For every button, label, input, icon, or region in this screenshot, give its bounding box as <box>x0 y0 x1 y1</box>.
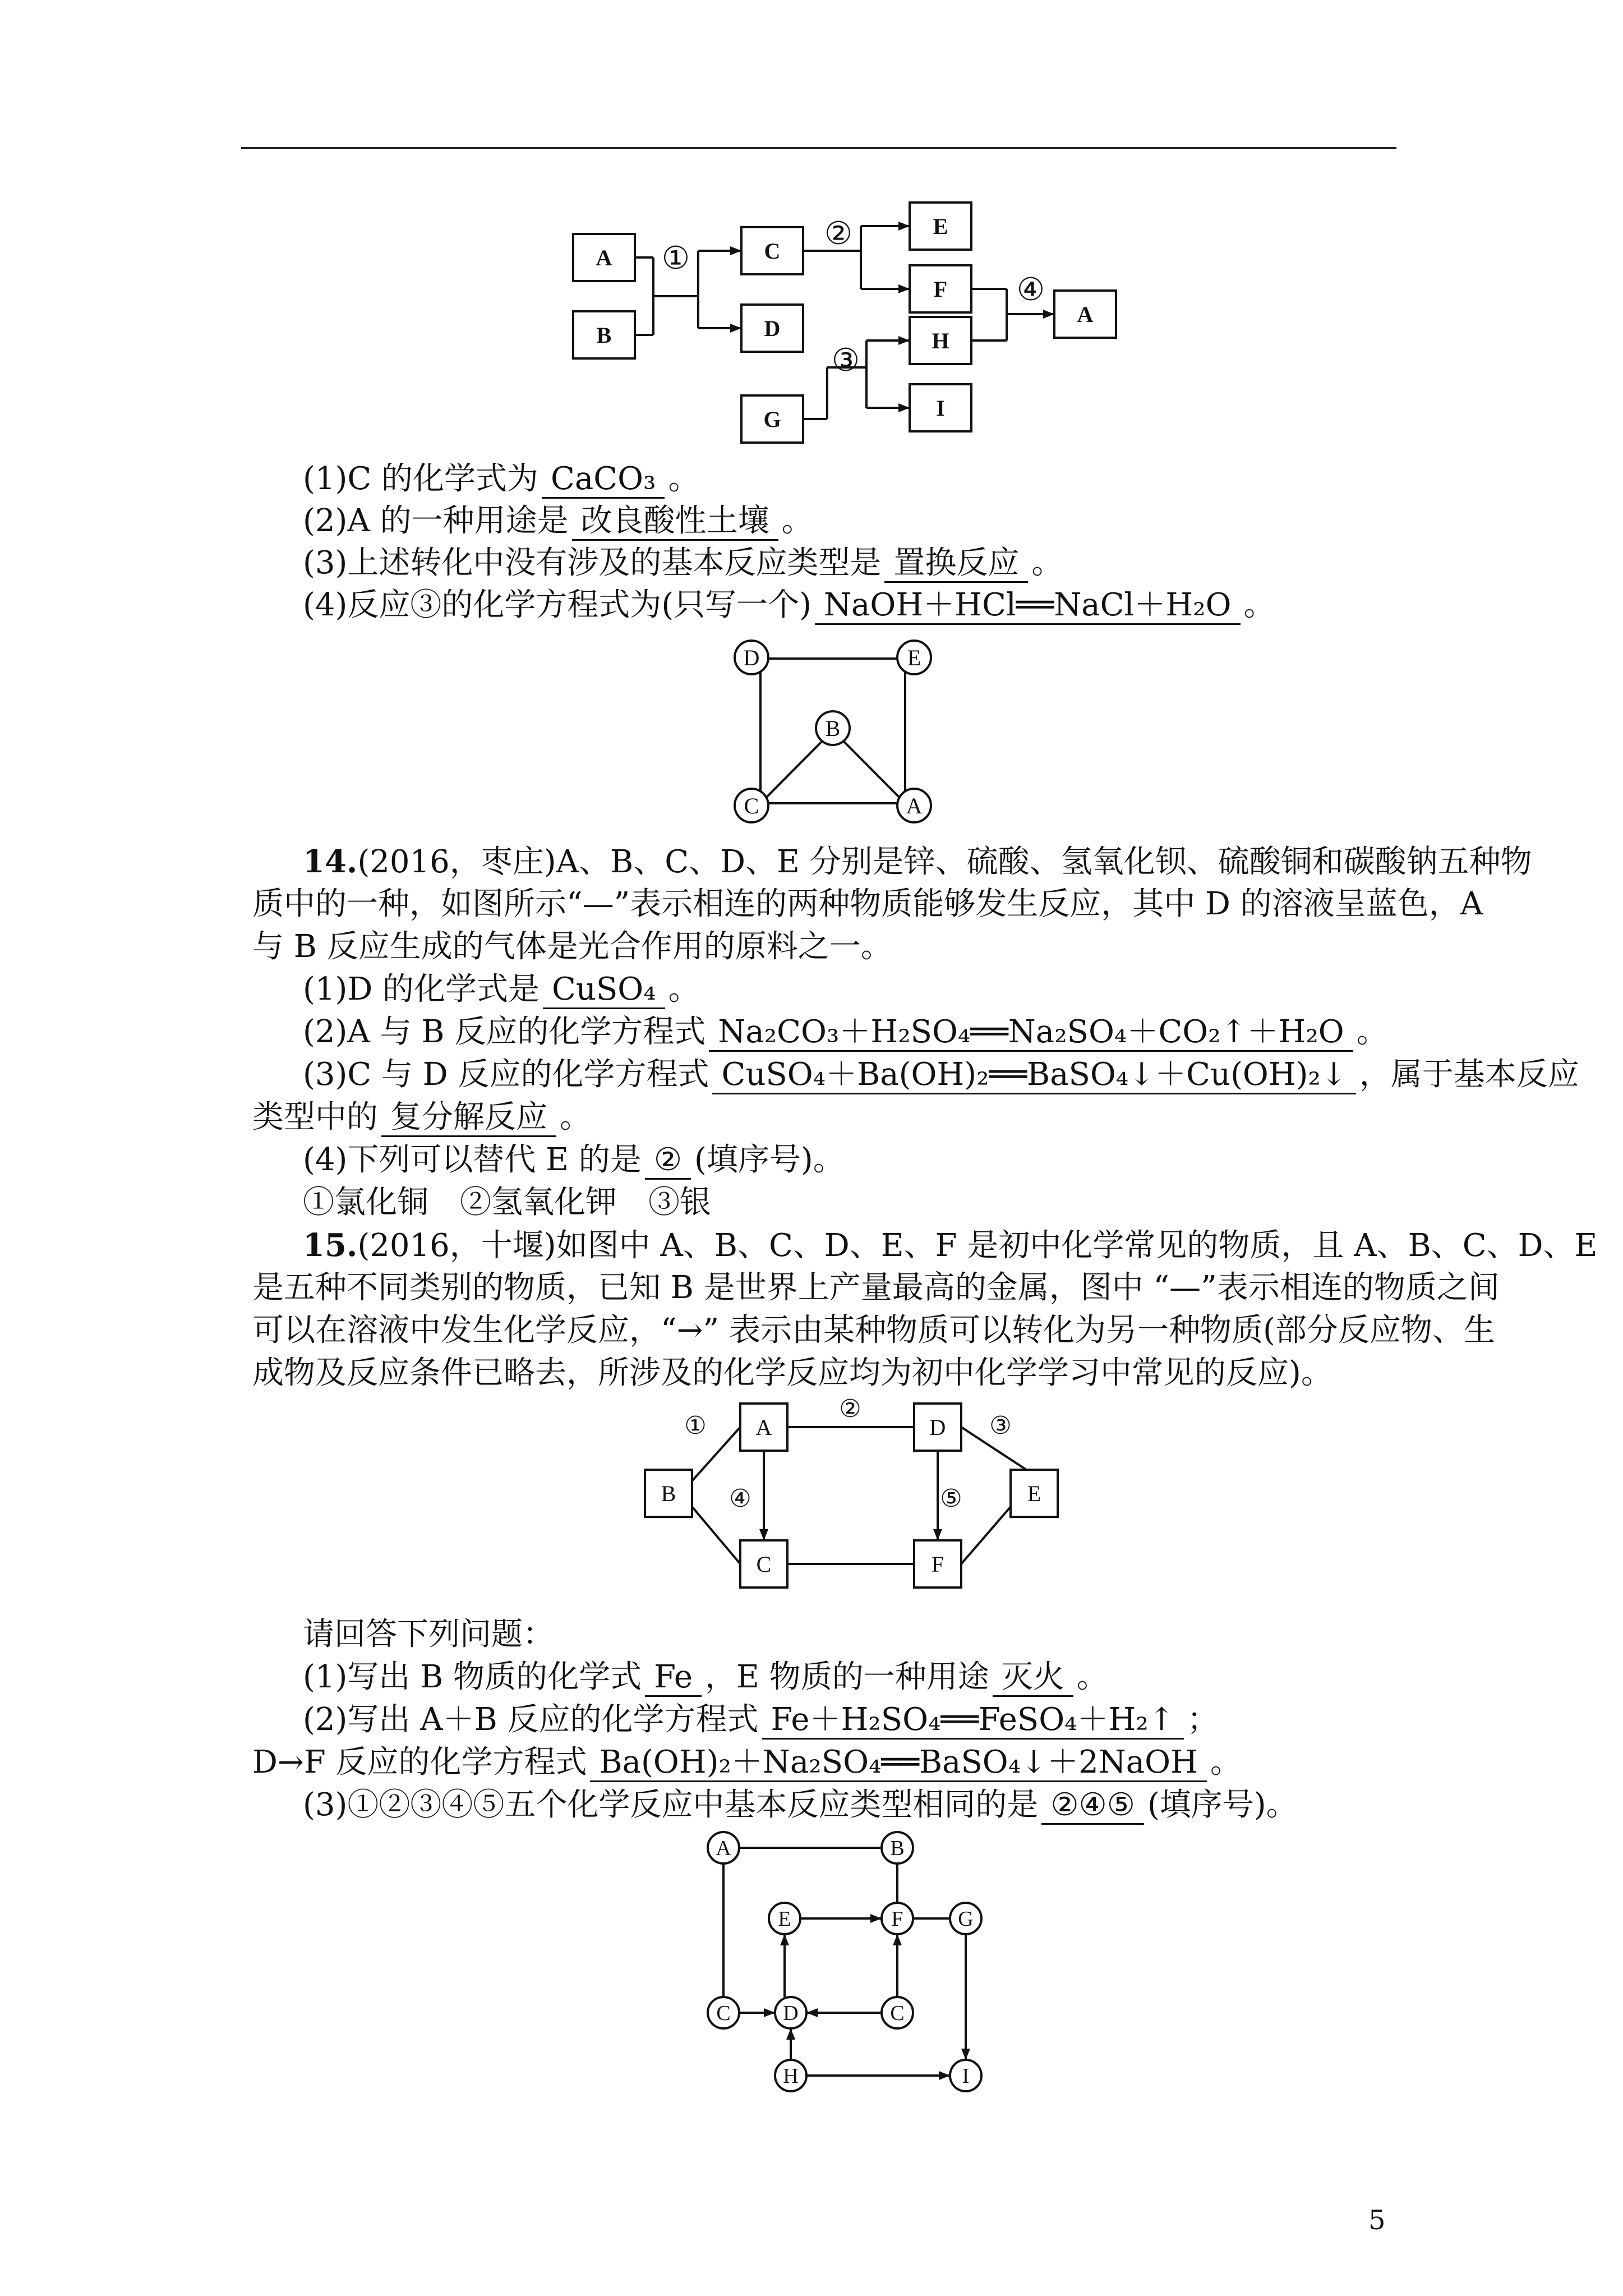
q13-part4: (4)反应③的化学方程式为(只写一个) NaOH＋HCl══NaCl＋H₂O 。 <box>303 585 1275 625</box>
q14-part2: (2)A 与 B 反应的化学方程式 Na₂CO₃＋H₂SO₄══Na₂SO₄＋CO₂↑＋H₂O 。 <box>303 1012 1388 1052</box>
q13-part2: (2)A 的一种用途是 改良酸性土壤 。 <box>303 501 813 541</box>
answer-blank: ② <box>645 1142 691 1180</box>
answer-blank: CuSO₄＋Ba(OH)₂══BaSO₄↓＋Cu(OH)₂↓ <box>712 1057 1355 1094</box>
step-2-label: ② <box>839 1395 861 1423</box>
node-A: A <box>716 1837 731 1860</box>
node-C-right: C <box>890 2001 905 2025</box>
answer-blank: Fe＋H₂SO₄══FeSO₄＋H₂↑ <box>762 1702 1184 1740</box>
node-E: E <box>933 214 948 239</box>
node-D: D <box>929 1415 946 1440</box>
node-F: F <box>891 1907 903 1931</box>
node-G: G <box>763 407 781 432</box>
answer-blank: Fe <box>645 1659 702 1697</box>
answer-blank: Na₂CO₃＋H₂SO₄══Na₂SO₄＋CO₂↑＋H₂O <box>709 1014 1353 1052</box>
step-1-label: ① <box>684 1412 707 1439</box>
q14-options: ①氯化铜 ②氢氧化钾 ③银 <box>303 1184 711 1221</box>
question-number: 14. <box>303 843 358 880</box>
q15-part3: (3)①②③④⑤五个化学反应中基本反应类型相同的是 ②④⑤ (填序号)。 <box>303 1785 1298 1825</box>
q13-part3: (3)上述转化中没有涉及的基本反应类型是 置换反应 。 <box>303 543 1063 583</box>
node-B: B <box>890 1837 905 1860</box>
node-H: H <box>783 2064 799 2088</box>
q14-part3-continued: 类型中的 复分解反应 。 <box>252 1097 591 1138</box>
node-F: F <box>931 1552 944 1577</box>
q14-stem-line2: 质中的一种，如图所示“—”表示相连的两种物质能够发生反应，其中 D 的溶液呈蓝色，A <box>252 886 1483 922</box>
answer-blank: CaCO₃ <box>542 461 665 499</box>
answer-blank: NaOH＋HCl══NaCl＋H₂O <box>815 587 1241 625</box>
node-D: D <box>743 645 760 670</box>
node-A: A <box>755 1415 772 1440</box>
node-F: F <box>933 277 948 302</box>
answer-blank: 改良酸性土壤 <box>572 503 778 541</box>
step-5-label: ⑤ <box>940 1485 962 1512</box>
q15-ask: 请回答下列问题： <box>303 1616 554 1653</box>
reaction-network-diagram-2 <box>729 628 965 830</box>
step-4-label: ④ <box>729 1485 751 1512</box>
reaction-flow-diagram-1 <box>561 199 1133 452</box>
q15-part1: (1)写出 B 物质的化学式 Fe ，E 物质的一种用途 灭火 。 <box>303 1657 1108 1697</box>
step-4-label: ④ <box>1016 273 1045 307</box>
node-E: E <box>1027 1481 1041 1506</box>
page-number: 5 <box>1368 2205 1386 2236</box>
answer-blank: 灭火 <box>993 1659 1073 1697</box>
q15-part2-continued: D→F 反应的化学方程式 Ba(OH)₂＋Na₂SO₄══BaSO₄↓＋2NaOH 。 <box>252 1742 1242 1783</box>
q14-stem-line1: 14.(2016，枣庄)A、B、C、D、E 分别是锌、硫酸、氢氧化钡、硫酸铜和碳酸钠五种物 <box>303 843 1532 880</box>
q14-part1: (1)D 的化学式是 CuSO₄ 。 <box>303 969 700 1010</box>
node-G: G <box>958 1907 974 1931</box>
header-rule <box>241 147 1396 149</box>
node-A: A <box>906 793 923 818</box>
node-B: B <box>661 1481 676 1506</box>
answer-blank: ②④⑤ <box>1041 1787 1144 1825</box>
node-B: B <box>825 716 841 741</box>
q15-part2: (2)写出 A＋B 反应的化学方程式 Fe＋H₂SO₄══FeSO₄＋H₂↑ ； <box>303 1700 1219 1740</box>
q15-stem-line4: 成物及反应条件已略去，所涉及的化学反应均为初中化学学习中常见的反应)。 <box>252 1355 1332 1391</box>
node-E: E <box>907 645 921 670</box>
node-D: D <box>783 2001 799 2025</box>
node-C-left: C <box>716 2001 731 2025</box>
node-E: E <box>778 1907 791 1931</box>
step-1-label: ① <box>661 241 690 276</box>
q14-stem-line3: 与 B 反应生成的气体是光合作用的原料之一。 <box>252 928 892 965</box>
node-C: C <box>756 1552 772 1577</box>
node-D: D <box>764 316 781 341</box>
q13-part1: (1)C 的化学式为 CaCO₃ 。 <box>303 459 699 499</box>
node-I: I <box>962 2064 970 2088</box>
step-3-label: ③ <box>989 1412 1012 1439</box>
reaction-hexagon-diagram-3 <box>634 1397 1071 1604</box>
node-B: B <box>596 323 612 348</box>
answer-blank: 置换反应 <box>884 545 1028 583</box>
reaction-network-diagram-4 <box>701 1829 998 2087</box>
step-2-label: ② <box>824 217 853 251</box>
node-I: I <box>936 395 945 421</box>
answer-blank: Ba(OH)₂＋Na₂SO₄══BaSO₄↓＋2NaOH <box>590 1745 1206 1782</box>
question-number: 15. <box>303 1227 358 1264</box>
answer-blank: CuSO₄ <box>543 972 665 1009</box>
q15-stem-line2: 是五种不同类别的物质，已知 B 是世界上产量最高的金属，图中 “—”表示相连的物质之间 <box>252 1269 1500 1306</box>
q14-part3: (3)C 与 D 反应的化学方程式 CuSO₄＋Ba(OH)₂══BaSO₄↓＋Cu(OH)₂↓ ，属于基本反应 <box>303 1055 1579 1095</box>
node-A: A <box>596 245 612 270</box>
step-3-label: ③ <box>831 343 860 378</box>
q15-stem-line3: 可以在溶液中发生化学反应，“→” 表示由某种物质可以转化为另一种物质(部分反应物、生 <box>252 1312 1495 1349</box>
q14-part4: (4)下列可以替代 E 的是 ② (填序号)。 <box>303 1140 845 1180</box>
node-C: C <box>764 238 781 264</box>
node-A-product: A <box>1077 302 1094 327</box>
q15-stem-line1: 15.(2016，十堰)如图中 A、B、C、D、E、F 是初中化学常见的物质，且 A、B、C、D、E <box>303 1227 1598 1264</box>
node-H: H <box>932 328 949 353</box>
answer-blank: 复分解反应 <box>381 1099 556 1137</box>
node-C: C <box>744 793 759 818</box>
